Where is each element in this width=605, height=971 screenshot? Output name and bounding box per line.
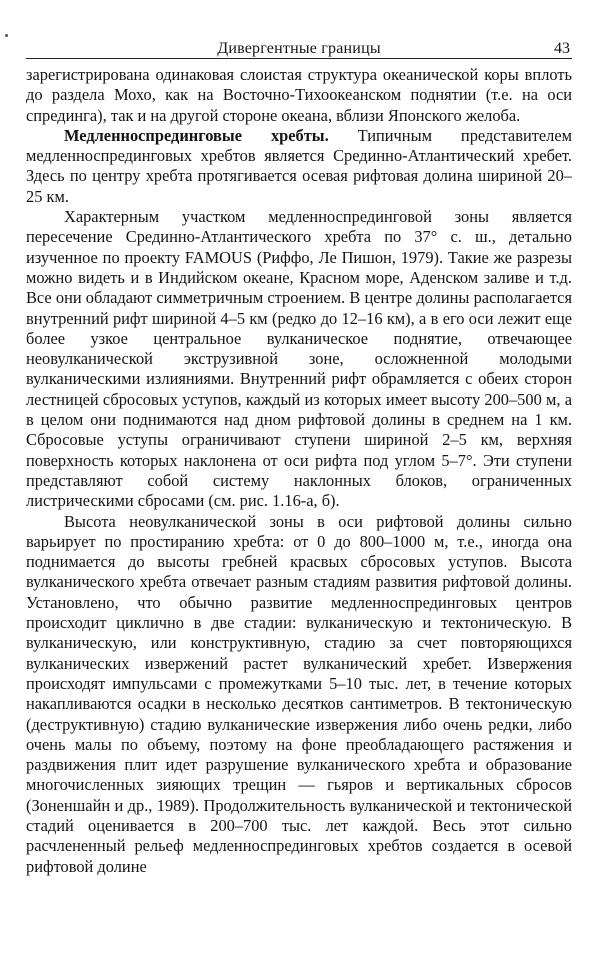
scan-speck bbox=[5, 34, 8, 37]
running-header bbox=[26, 30, 572, 59]
body-text bbox=[26, 65, 572, 877]
paragraph-continuation bbox=[26, 65, 572, 126]
paragraph-text: Типичным представителем медленноспрединговых хребтов является Срединно-Атлантический хребет. Здесь по центру хребта протягивается осевая рифтовая долина шириной 20–25 км. bbox=[26, 125, 572, 206]
paragraph-famous-section bbox=[26, 207, 572, 511]
paragraph-text: Высота неовулканической зоны в оси рифтовой долины сильно варьирует по простиранию хребта: от 0 до 800–1000 м, т.е., иногда она поднимается до высоты гребней красвых сбросовых уступов. Высота вулканического хребта отвечает разным стадиям развития рифтовой долины. Установлено, что обычно развитие медленноспрединговых центров происходит циклично в две стадии: вулканическую и тектоническую. В вулканическую, или конструктивную, стадию за счет повторяющихся вулканических извержений растет вулканический хребет. Извержения происходят импульсами с промежутками 5–10 тыс. лет, в течение которых накапливаются осадки в несколько десятков сантиметров. В тектоническую (деструктивную) стадию вулканические извержения либо очень редки, либо очень малы по объему, поэтому на фоне преобладающего растяжения и раздвижения плит идет разрушение вулканического хребта и образование многочисленных зияющих трещин — гьяров и вертикальных сбросов (Зоненшайн и др., 1989). Продолжительность вулканической и тектонической стадий оценивается в 200–700 тыс. лет каждой. Весь этот сильно расчлененный рельеф медленноспрединговых хребтов создается в осевой рифтовой долине bbox=[26, 511, 572, 876]
paragraph-text: Характерным участком медленноспрединговой зоны является пересечение Срединно-Атлантического хребта по 37° с. ш., детально изученное по проекту FAMOUS (Риффо, Ле Пишон, 1979). Такие же разрезы можно видеть и в Индийском океане, Красном море, Аденском заливе и т.д. Все они обладают симметричным строением. В центре долины располагается внутренний рифт шириной 4–5 км (редко до 12–16 км), а в его оси лежит еще более узкое центральное вулканическое поднятие, отвечающее неовулканической экструзивной зоне, осложненной молодыми вулканическими излияниями. Внутренний рифт обрамляется с обеих сторон лестницей сбросовых уступов, каждый из которых имеет высоту 200–500 м, а в целом они поднимаются над дном рифтовой долины в среднем на 1 км. Сбросовые уступы ограничивают ступени шириной 2–5 км, верхняя поверхность которых наклонена от оси рифта под углом 5–7°. Эти ступени представляют собой систему наклонных блоков, ограниченных листрическими сбросами (см. рис. 1.16-а, б). bbox=[26, 207, 572, 511]
paragraph-slow-spreading-ridges bbox=[26, 126, 572, 207]
paragraph-text: зарегистрирована одинаковая слоистая структура океанической коры вплоть до раздела Мохо, как на Восточно-Тихоокеанском поднятии (т.е. на оси спрединга), так и на другой стороне океана, вблизи Японского желоба. bbox=[26, 65, 572, 125]
paragraph-neovolcanic-zone bbox=[26, 512, 572, 877]
page-number: 43 bbox=[554, 40, 570, 57]
book-page bbox=[26, 30, 572, 950]
running-title: Дивергентные границы bbox=[217, 40, 381, 57]
run-in-heading: Медленноспрединговые хребты. bbox=[64, 125, 329, 145]
